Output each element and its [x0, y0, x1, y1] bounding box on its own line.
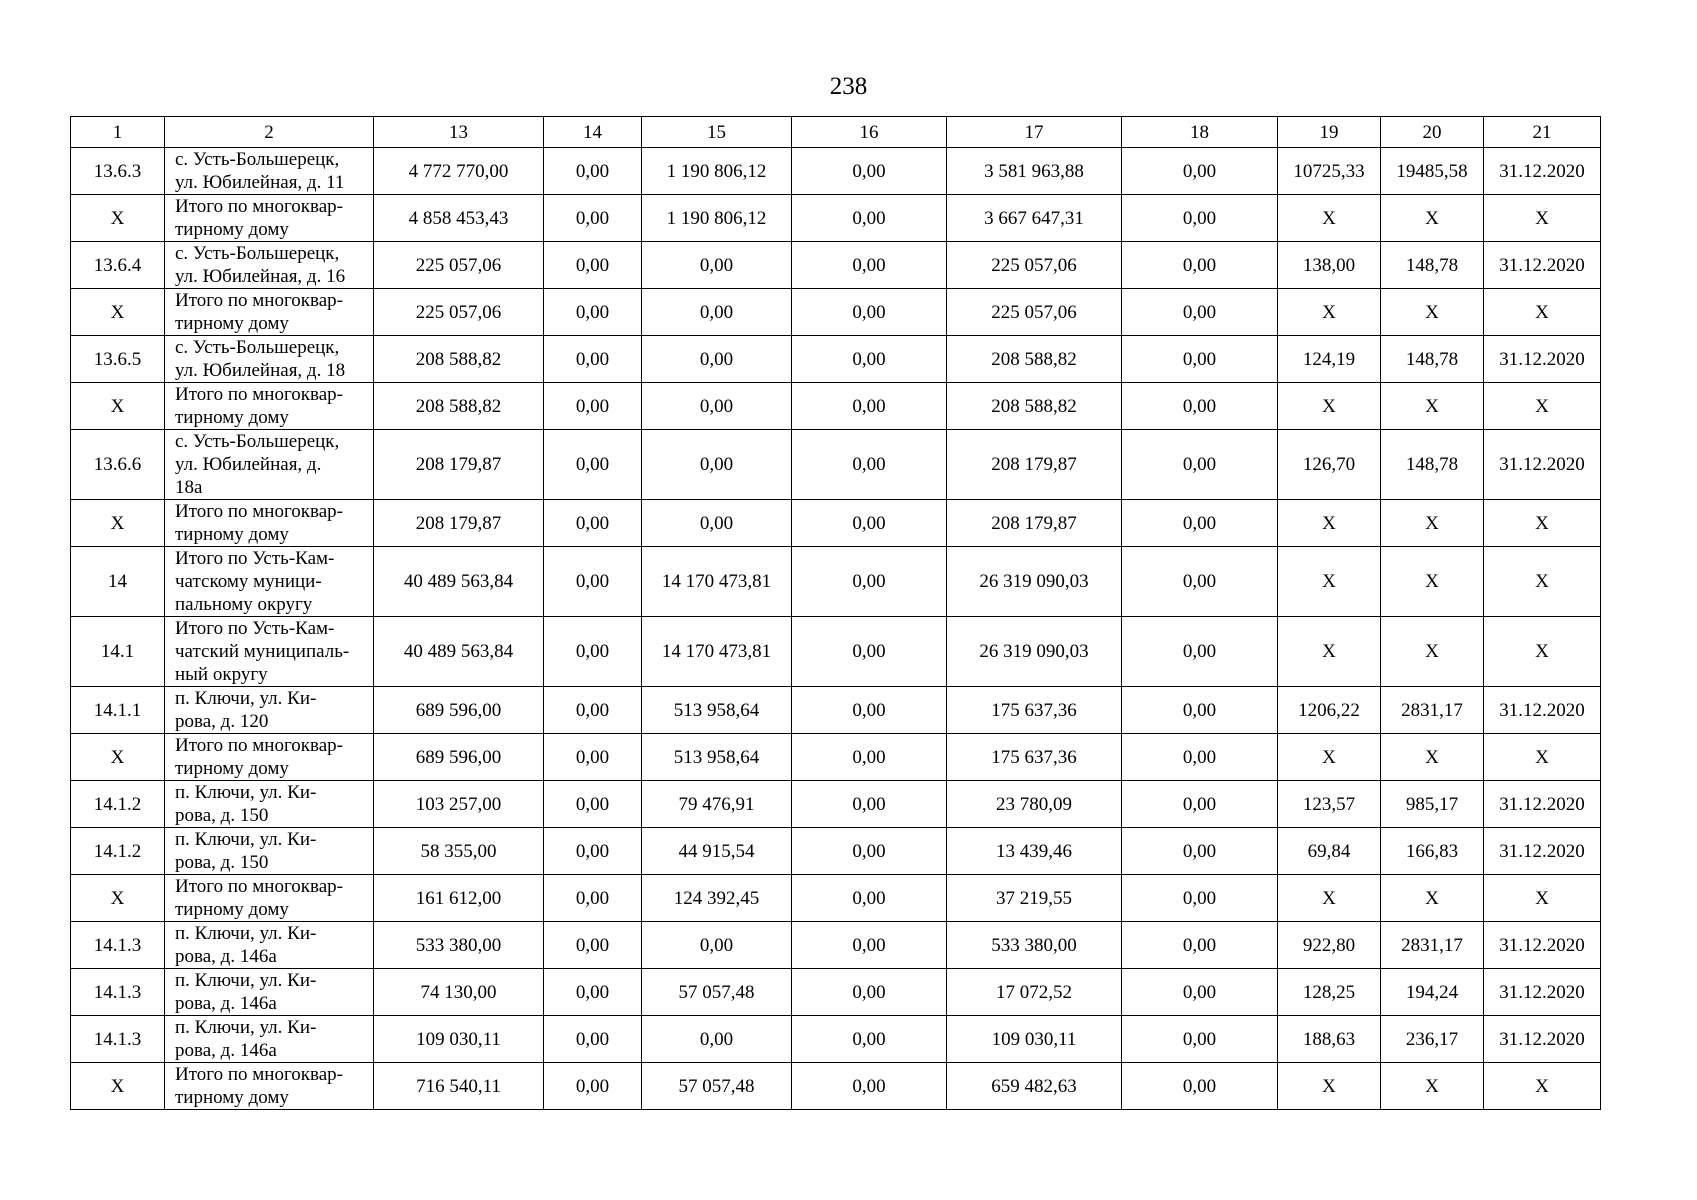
value-cell-21: X	[1484, 289, 1601, 336]
value-cell-15: 0,00	[642, 289, 792, 336]
value-cell-18: 0,00	[1122, 242, 1278, 289]
value-cell-18: 0,00	[1122, 687, 1278, 734]
table-row	[71, 828, 1601, 875]
value-cell-14: 0,00	[544, 781, 642, 828]
address-line: тирному дому	[175, 899, 289, 920]
value-cell-13: 74 130,00	[374, 969, 544, 1016]
address-cell	[165, 430, 374, 500]
value-cell-15: 0,00	[642, 242, 792, 289]
value-cell-21: 31.12.2020	[1484, 969, 1601, 1016]
value-cell-21: X	[1484, 734, 1601, 781]
value-cell-19: X	[1278, 383, 1381, 430]
table-row	[71, 430, 1601, 500]
address-line: рова, д. 146а	[175, 1040, 277, 1061]
table-row	[71, 875, 1601, 922]
value-cell-13: 208 588,82	[374, 383, 544, 430]
value-cell-20: X	[1381, 734, 1484, 781]
value-cell-16: 0,00	[792, 969, 947, 1016]
value-cell-17: 175 637,36	[947, 687, 1122, 734]
value-cell-16: 0,00	[792, 875, 947, 922]
value-cell-17: 208 179,87	[947, 500, 1122, 547]
value-cell-16: 0,00	[792, 922, 947, 969]
address-line: рова, д. 120	[175, 711, 269, 732]
address-line: ул. Юбилейная, д. 18	[175, 360, 346, 381]
column-header: 15	[642, 117, 792, 148]
address-line: п. Ключи, ул. Ки-	[175, 688, 317, 709]
address-cell	[165, 922, 374, 969]
address-line: рова, д. 146а	[175, 993, 277, 1014]
value-cell-15: 14 170 473,81	[642, 547, 792, 617]
value-cell-17: 208 179,87	[947, 430, 1122, 500]
value-cell-19: 126,70	[1278, 430, 1381, 500]
value-cell-17: 659 482,63	[947, 1063, 1122, 1110]
value-cell-16: 0,00	[792, 734, 947, 781]
value-cell-16: 0,00	[792, 383, 947, 430]
value-cell-19: 128,25	[1278, 969, 1381, 1016]
value-cell-13: 40 489 563,84	[374, 617, 544, 687]
address-line: ул. Юбилейная, д.	[175, 454, 322, 475]
value-cell-15: 0,00	[642, 922, 792, 969]
value-cell-18: 0,00	[1122, 383, 1278, 430]
value-cell-19: X	[1278, 547, 1381, 617]
address-line: тирному дому	[175, 758, 289, 779]
value-cell-18: 0,00	[1122, 500, 1278, 547]
value-cell-14: 0,00	[544, 547, 642, 617]
value-cell-15: 44 915,54	[642, 828, 792, 875]
value-cell-16: 0,00	[792, 336, 947, 383]
value-cell-17: 13 439,46	[947, 828, 1122, 875]
row-number-cell: 14.1.2	[71, 781, 165, 828]
row-number-cell: X	[71, 289, 165, 336]
value-cell-14: 0,00	[544, 195, 642, 242]
value-cell-13: 4 858 453,43	[374, 195, 544, 242]
value-cell-14: 0,00	[544, 500, 642, 547]
column-header: 21	[1484, 117, 1601, 148]
address-cell	[165, 1063, 374, 1110]
address-line: 18а	[175, 477, 203, 498]
row-number-cell: 13.6.5	[71, 336, 165, 383]
row-number-cell: 13.6.3	[71, 148, 165, 195]
value-cell-20: X	[1381, 617, 1484, 687]
value-cell-19: 138,00	[1278, 242, 1381, 289]
value-cell-15: 0,00	[642, 430, 792, 500]
address-line: с. Усть-Большерецк,	[175, 149, 340, 170]
value-cell-19: X	[1278, 1063, 1381, 1110]
value-cell-18: 0,00	[1122, 289, 1278, 336]
value-cell-14: 0,00	[544, 828, 642, 875]
table-row	[71, 195, 1601, 242]
value-cell-15: 57 057,48	[642, 1063, 792, 1110]
address-line: ул. Юбилейная, д. 16	[175, 266, 346, 287]
address-cell	[165, 383, 374, 430]
value-cell-16: 0,00	[792, 617, 947, 687]
address-line: ный округу	[175, 664, 268, 685]
address-line: пальному округу	[175, 594, 313, 615]
table-row	[71, 734, 1601, 781]
address-line: Итого по многоквар-	[175, 1064, 343, 1085]
column-header: 13	[374, 117, 544, 148]
address-line: Итого по многоквар-	[175, 384, 343, 405]
value-cell-19: X	[1278, 500, 1381, 547]
address-line: с. Усть-Большерецк,	[175, 337, 340, 358]
value-cell-14: 0,00	[544, 242, 642, 289]
value-cell-15: 0,00	[642, 383, 792, 430]
value-cell-13: 689 596,00	[374, 734, 544, 781]
value-cell-14: 0,00	[544, 875, 642, 922]
value-cell-21: 31.12.2020	[1484, 430, 1601, 500]
value-cell-15: 57 057,48	[642, 969, 792, 1016]
value-cell-20: X	[1381, 500, 1484, 547]
value-cell-16: 0,00	[792, 148, 947, 195]
value-cell-18: 0,00	[1122, 875, 1278, 922]
address-cell	[165, 547, 374, 617]
value-cell-15: 79 476,91	[642, 781, 792, 828]
address-line: тирному дому	[175, 219, 289, 240]
value-cell-14: 0,00	[544, 922, 642, 969]
value-cell-21: X	[1484, 875, 1601, 922]
value-cell-19: X	[1278, 195, 1381, 242]
value-cell-14: 0,00	[544, 969, 642, 1016]
address-line: с. Усть-Большерецк,	[175, 243, 340, 264]
table-row	[71, 500, 1601, 547]
address-cell	[165, 781, 374, 828]
address-line: Итого по Усть-Кам-	[175, 548, 335, 569]
address-cell	[165, 687, 374, 734]
value-cell-16: 0,00	[792, 828, 947, 875]
value-cell-17: 23 780,09	[947, 781, 1122, 828]
table-row	[71, 148, 1601, 195]
value-cell-21: X	[1484, 500, 1601, 547]
value-cell-20: X	[1381, 875, 1484, 922]
value-cell-13: 58 355,00	[374, 828, 544, 875]
row-number-cell: X	[71, 1063, 165, 1110]
value-cell-18: 0,00	[1122, 969, 1278, 1016]
address-line: тирному дому	[175, 524, 289, 545]
value-cell-17: 225 057,06	[947, 242, 1122, 289]
value-cell-20: 166,83	[1381, 828, 1484, 875]
value-cell-16: 0,00	[792, 430, 947, 500]
value-cell-13: 161 612,00	[374, 875, 544, 922]
value-cell-17: 533 380,00	[947, 922, 1122, 969]
address-line: п. Ключи, ул. Ки-	[175, 782, 317, 803]
address-cell	[165, 336, 374, 383]
value-cell-20: 19485,58	[1381, 148, 1484, 195]
value-cell-21: 31.12.2020	[1484, 828, 1601, 875]
value-cell-20: 148,78	[1381, 242, 1484, 289]
row-number-cell: 14.1	[71, 617, 165, 687]
column-header: 16	[792, 117, 947, 148]
value-cell-19: 1206,22	[1278, 687, 1381, 734]
address-line: Итого по многоквар-	[175, 196, 343, 217]
value-cell-19: 69,84	[1278, 828, 1381, 875]
value-cell-14: 0,00	[544, 687, 642, 734]
table-row	[71, 969, 1601, 1016]
address-line: тирному дому	[175, 313, 289, 334]
value-cell-20: 2831,17	[1381, 922, 1484, 969]
value-cell-15: 0,00	[642, 1016, 792, 1063]
address-cell	[165, 242, 374, 289]
value-cell-19: 124,19	[1278, 336, 1381, 383]
table-row	[71, 383, 1601, 430]
value-cell-19: X	[1278, 289, 1381, 336]
address-line: п. Ключи, ул. Ки-	[175, 829, 317, 850]
address-line: Итого по Усть-Кам-	[175, 618, 335, 639]
value-cell-19: 10725,33	[1278, 148, 1381, 195]
value-cell-20: X	[1381, 289, 1484, 336]
value-cell-13: 109 030,11	[374, 1016, 544, 1063]
value-cell-19: X	[1278, 875, 1381, 922]
address-cell	[165, 617, 374, 687]
value-cell-19: X	[1278, 734, 1381, 781]
value-cell-21: 31.12.2020	[1484, 687, 1601, 734]
table-row	[71, 781, 1601, 828]
address-line: Итого по многоквар-	[175, 735, 343, 756]
column-header: 19	[1278, 117, 1381, 148]
value-cell-16: 0,00	[792, 1063, 947, 1110]
table-row	[71, 687, 1601, 734]
table-row	[71, 1063, 1601, 1110]
column-header: 14	[544, 117, 642, 148]
value-cell-14: 0,00	[544, 1016, 642, 1063]
value-cell-17: 3 667 647,31	[947, 195, 1122, 242]
value-cell-13: 533 380,00	[374, 922, 544, 969]
value-cell-13: 103 257,00	[374, 781, 544, 828]
value-cell-18: 0,00	[1122, 781, 1278, 828]
address-cell	[165, 969, 374, 1016]
address-cell	[165, 828, 374, 875]
address-cell	[165, 289, 374, 336]
value-cell-20: 2831,17	[1381, 687, 1484, 734]
value-cell-16: 0,00	[792, 781, 947, 828]
address-cell	[165, 1016, 374, 1063]
address-line: ул. Юбилейная, д. 11	[175, 172, 345, 193]
address-line: Итого по многоквар-	[175, 290, 343, 311]
table-row	[71, 1016, 1601, 1063]
address-line: тирному дому	[175, 407, 289, 428]
address-line: п. Ключи, ул. Ки-	[175, 970, 317, 991]
value-cell-21: X	[1484, 383, 1601, 430]
value-cell-18: 0,00	[1122, 430, 1278, 500]
value-cell-20: 985,17	[1381, 781, 1484, 828]
address-line: чатскому муници-	[175, 571, 322, 592]
value-cell-14: 0,00	[544, 148, 642, 195]
value-cell-20: X	[1381, 1063, 1484, 1110]
address-line: п. Ключи, ул. Ки-	[175, 923, 317, 944]
value-cell-15: 1 190 806,12	[642, 148, 792, 195]
value-cell-18: 0,00	[1122, 1016, 1278, 1063]
row-number-cell: 14.1.2	[71, 828, 165, 875]
value-cell-20: X	[1381, 195, 1484, 242]
value-cell-20: 148,78	[1381, 336, 1484, 383]
value-cell-13: 689 596,00	[374, 687, 544, 734]
value-cell-18: 0,00	[1122, 148, 1278, 195]
value-cell-14: 0,00	[544, 289, 642, 336]
address-line: рова, д. 146а	[175, 946, 277, 967]
value-cell-20: 148,78	[1381, 430, 1484, 500]
value-cell-16: 0,00	[792, 500, 947, 547]
value-cell-19: 922,80	[1278, 922, 1381, 969]
value-cell-19: 188,63	[1278, 1016, 1381, 1063]
value-cell-16: 0,00	[792, 1016, 947, 1063]
address-line: с. Усть-Большерецк,	[175, 431, 340, 452]
row-number-cell: 13.6.4	[71, 242, 165, 289]
value-cell-17: 3 581 963,88	[947, 148, 1122, 195]
address-line: рова, д. 150	[175, 805, 269, 826]
data-table	[70, 116, 1601, 1110]
value-cell-13: 208 588,82	[374, 336, 544, 383]
column-header: 2	[165, 117, 374, 148]
value-cell-13: 208 179,87	[374, 500, 544, 547]
value-cell-16: 0,00	[792, 687, 947, 734]
address-line: тирному дому	[175, 1087, 289, 1108]
row-number-cell: X	[71, 500, 165, 547]
value-cell-14: 0,00	[544, 617, 642, 687]
table-row	[71, 289, 1601, 336]
value-cell-20: 194,24	[1381, 969, 1484, 1016]
value-cell-21: 31.12.2020	[1484, 781, 1601, 828]
address-cell	[165, 734, 374, 781]
value-cell-21: 31.12.2020	[1484, 148, 1601, 195]
row-number-cell: X	[71, 734, 165, 781]
value-cell-20: X	[1381, 383, 1484, 430]
value-cell-19: 123,57	[1278, 781, 1381, 828]
value-cell-16: 0,00	[792, 242, 947, 289]
value-cell-17: 37 219,55	[947, 875, 1122, 922]
value-cell-18: 0,00	[1122, 734, 1278, 781]
value-cell-13: 208 179,87	[374, 430, 544, 500]
value-cell-17: 26 319 090,03	[947, 547, 1122, 617]
value-cell-20: 236,17	[1381, 1016, 1484, 1063]
address-cell	[165, 875, 374, 922]
column-header: 18	[1122, 117, 1278, 148]
column-header: 1	[71, 117, 165, 148]
value-cell-21: X	[1484, 547, 1601, 617]
row-number-cell: 14.1.3	[71, 969, 165, 1016]
value-cell-14: 0,00	[544, 734, 642, 781]
value-cell-21: X	[1484, 1063, 1601, 1110]
page-number: 238	[829, 73, 868, 100]
address-line: рова, д. 150	[175, 852, 269, 873]
value-cell-20: X	[1381, 547, 1484, 617]
value-cell-13: 225 057,06	[374, 289, 544, 336]
value-cell-13: 716 540,11	[374, 1063, 544, 1110]
value-cell-21: 31.12.2020	[1484, 336, 1601, 383]
value-cell-13: 40 489 563,84	[374, 547, 544, 617]
row-number-cell: X	[71, 195, 165, 242]
value-cell-14: 0,00	[544, 383, 642, 430]
value-cell-21: X	[1484, 617, 1601, 687]
value-cell-18: 0,00	[1122, 828, 1278, 875]
address-cell	[165, 500, 374, 547]
value-cell-16: 0,00	[792, 195, 947, 242]
address-line: чатский муниципаль-	[175, 641, 350, 662]
value-cell-18: 0,00	[1122, 547, 1278, 617]
value-cell-17: 208 588,82	[947, 336, 1122, 383]
table-row	[71, 547, 1601, 617]
table-body	[71, 148, 1601, 1110]
address-line: Итого по многоквар-	[175, 876, 343, 897]
table-row	[71, 617, 1601, 687]
value-cell-15: 0,00	[642, 500, 792, 547]
value-cell-15: 14 170 473,81	[642, 617, 792, 687]
value-cell-14: 0,00	[544, 336, 642, 383]
value-cell-15: 1 190 806,12	[642, 195, 792, 242]
value-cell-21: 31.12.2020	[1484, 242, 1601, 289]
row-number-cell: 14.1.3	[71, 922, 165, 969]
value-cell-21: 31.12.2020	[1484, 1016, 1601, 1063]
value-cell-16: 0,00	[792, 547, 947, 617]
value-cell-18: 0,00	[1122, 1063, 1278, 1110]
value-cell-21: 31.12.2020	[1484, 922, 1601, 969]
row-number-cell: X	[71, 875, 165, 922]
address-cell	[165, 195, 374, 242]
address-cell	[165, 148, 374, 195]
row-number-cell: X	[71, 383, 165, 430]
value-cell-17: 17 072,52	[947, 969, 1122, 1016]
value-cell-15: 0,00	[642, 336, 792, 383]
column-header: 20	[1381, 117, 1484, 148]
value-cell-15: 513 958,64	[642, 734, 792, 781]
value-cell-14: 0,00	[544, 1063, 642, 1110]
value-cell-18: 0,00	[1122, 922, 1278, 969]
row-number-cell: 14.1.1	[71, 687, 165, 734]
value-cell-13: 225 057,06	[374, 242, 544, 289]
value-cell-15: 513 958,64	[642, 687, 792, 734]
value-cell-15: 124 392,45	[642, 875, 792, 922]
table-row	[71, 922, 1601, 969]
header-row	[71, 117, 1601, 148]
value-cell-16: 0,00	[792, 289, 947, 336]
value-cell-19: X	[1278, 617, 1381, 687]
row-number-cell: 14	[71, 547, 165, 617]
value-cell-21: X	[1484, 195, 1601, 242]
value-cell-17: 225 057,06	[947, 289, 1122, 336]
value-cell-17: 109 030,11	[947, 1016, 1122, 1063]
address-line: Итого по многоквар-	[175, 501, 343, 522]
value-cell-13: 4 772 770,00	[374, 148, 544, 195]
address-line: п. Ключи, ул. Ки-	[175, 1017, 317, 1038]
value-cell-17: 26 319 090,03	[947, 617, 1122, 687]
row-number-cell: 13.6.6	[71, 430, 165, 500]
table-row	[71, 242, 1601, 289]
value-cell-17: 175 637,36	[947, 734, 1122, 781]
table-row	[71, 336, 1601, 383]
value-cell-17: 208 588,82	[947, 383, 1122, 430]
row-number-cell: 14.1.3	[71, 1016, 165, 1063]
column-header: 17	[947, 117, 1122, 148]
value-cell-14: 0,00	[544, 430, 642, 500]
value-cell-18: 0,00	[1122, 336, 1278, 383]
value-cell-18: 0,00	[1122, 195, 1278, 242]
value-cell-18: 0,00	[1122, 617, 1278, 687]
